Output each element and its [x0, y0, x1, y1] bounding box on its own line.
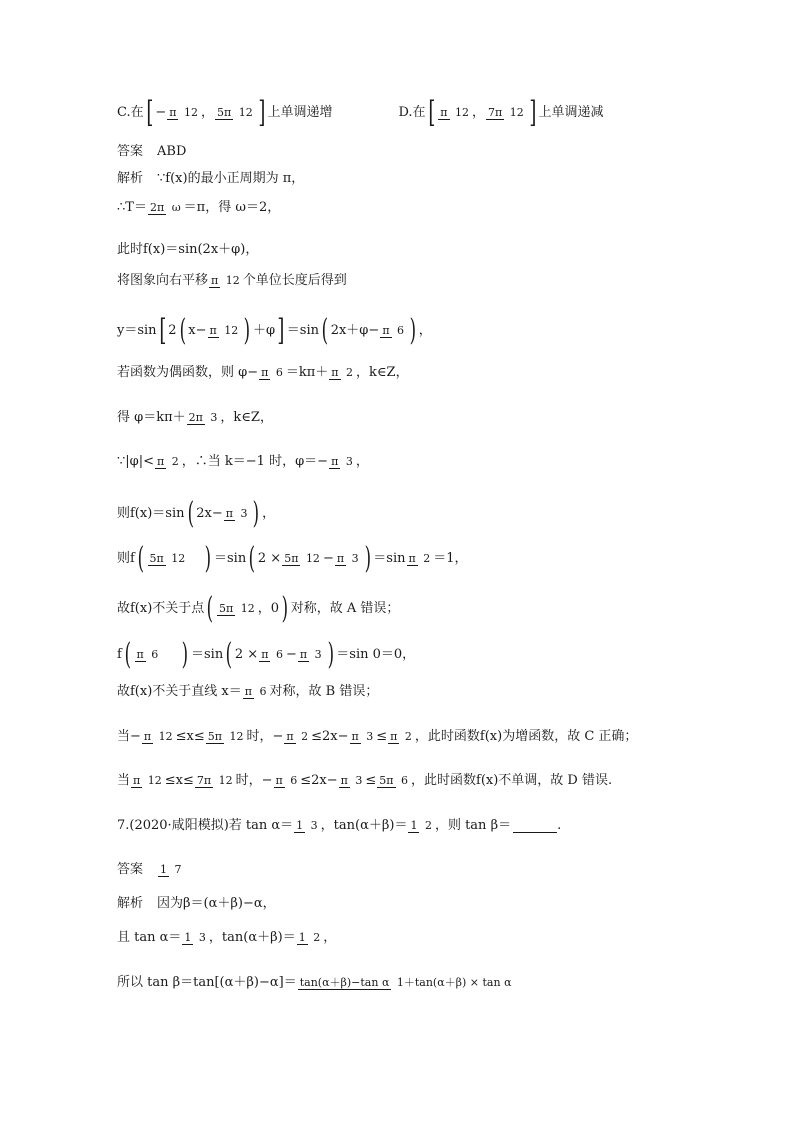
right-paren: ) — [281, 591, 289, 626]
numerator: π — [261, 366, 269, 379]
right-paren: ) — [253, 496, 260, 531]
denominator: 2 — [424, 819, 432, 832]
text-segment: ≤ — [365, 773, 377, 788]
right-bracket: ] — [277, 313, 285, 348]
separator: ， — [200, 105, 214, 120]
fraction — [206, 730, 246, 744]
left-paren: ( — [124, 637, 131, 672]
numerator: 1 — [184, 931, 192, 944]
text-segment: ≤2x− — [311, 729, 349, 744]
text-segment: 2x− — [196, 506, 223, 521]
equation-line — [117, 410, 273, 426]
denominator: 6 — [397, 324, 405, 337]
text-segment: ∵|φ|< — [117, 454, 155, 469]
numerator: 5π — [379, 774, 394, 787]
fraction — [350, 730, 376, 744]
denominator: 1＋tan(α＋β) × tan α — [396, 976, 512, 989]
numerator: 5π — [149, 552, 164, 565]
numerator: π — [143, 730, 152, 743]
denominator: 12 — [455, 106, 470, 119]
denominator: 2 — [301, 730, 309, 743]
text-segment: ∴T＝ — [117, 200, 147, 215]
denominator: 6 — [275, 366, 283, 379]
denominator: 2 — [404, 730, 412, 743]
text-segment: 7.(2020·咸阳模拟)若 tan α＝ — [117, 818, 294, 833]
denominator: 3 — [198, 931, 206, 944]
text-segment: ＝π，得 ω＝2， — [183, 200, 281, 215]
text-segment: 2 × — [257, 551, 282, 566]
numerator: π — [351, 730, 359, 743]
fraction — [282, 552, 322, 566]
fraction — [131, 774, 164, 788]
denominator: 6 — [151, 648, 159, 661]
numerator: π — [133, 774, 141, 787]
numerator: π — [225, 507, 233, 520]
fraction — [209, 274, 242, 288]
answer-line — [117, 862, 185, 878]
denominator: 6 — [275, 648, 283, 661]
equation-line — [117, 365, 409, 381]
numerator: π — [336, 552, 345, 565]
fraction — [329, 366, 355, 380]
text-segment: 时，− — [246, 729, 284, 744]
text-segment: ＝sin — [286, 323, 319, 338]
fraction — [294, 819, 320, 833]
denominator: 6 — [259, 685, 267, 698]
fraction — [208, 324, 241, 338]
equation-line — [117, 496, 276, 531]
numerator: 7π — [196, 774, 212, 787]
numerator: 1 — [298, 931, 306, 944]
text-segment: 2 — [168, 323, 177, 338]
text-segment: ≤ — [376, 729, 388, 744]
denominator: 7 — [174, 863, 182, 876]
equation-line — [117, 773, 612, 789]
denominator: 12 — [240, 602, 255, 615]
fraction — [274, 774, 300, 788]
text-segment: ≤x≤ — [175, 729, 205, 744]
left-bracket: [ — [158, 313, 166, 348]
denominator: 12 — [229, 730, 244, 743]
fraction — [167, 106, 200, 120]
numerator: π — [299, 648, 308, 661]
denominator: 12 — [183, 106, 198, 119]
denominator: 12 — [224, 324, 239, 337]
analysis-line — [117, 171, 304, 187]
denominator: 3 — [345, 455, 353, 468]
left-paren: ( — [225, 637, 233, 672]
fraction — [259, 648, 285, 662]
text-segment: 若函数为偶函数，则 φ− — [117, 365, 259, 380]
right-paren: ) — [243, 313, 251, 348]
numerator: 1 — [410, 819, 418, 832]
equation-line — [117, 729, 637, 745]
options-c-d — [117, 95, 604, 130]
denominator: 6 — [290, 774, 298, 787]
numerator: π — [340, 774, 348, 787]
answer-value: ABD — [157, 144, 187, 159]
left-paren: ( — [248, 541, 256, 576]
fraction — [182, 931, 208, 945]
denominator: 12 — [509, 106, 524, 119]
text-segment: 则f — [117, 551, 135, 566]
text-segment: ，k∈Z， — [220, 410, 273, 425]
answer-fraction — [158, 863, 184, 877]
fraction — [284, 730, 310, 744]
denominator: 3 — [210, 411, 218, 424]
text-segment: 对称，故 A 错误； — [290, 601, 400, 616]
text-segment: ，∴当 k＝−1 时，φ＝− — [181, 454, 329, 469]
fraction — [298, 648, 324, 662]
fraction — [195, 774, 235, 788]
text-segment: ，则 tan β＝ — [434, 818, 512, 833]
text-segment: ，0 — [257, 601, 280, 616]
denominator: 2 — [313, 931, 321, 944]
fraction — [135, 648, 161, 662]
fraction — [259, 366, 285, 380]
text-segment: f — [117, 647, 122, 662]
text-segment: ， — [418, 323, 432, 338]
fraction — [297, 931, 323, 945]
denominator: 12 — [225, 274, 240, 287]
text-segment: 此时f(x)＝sin(2x＋φ)， — [117, 242, 259, 257]
answer-label: 答案 — [117, 862, 144, 877]
text-segment: 则f(x)＝sin — [117, 506, 185, 521]
equation-line — [117, 273, 347, 289]
fraction — [486, 106, 526, 120]
equation-line — [117, 454, 369, 470]
minus-sign: − — [155, 105, 167, 120]
numerator: π — [286, 730, 294, 743]
text-segment: 所以 tan β＝tan[(α＋β)−α]＝ — [117, 975, 297, 990]
denominator: 2 — [171, 455, 179, 468]
text-segment: 且 tan α＝ — [117, 930, 182, 945]
numerator: π — [331, 455, 339, 468]
denominator: 12 — [238, 106, 253, 119]
answer-line — [117, 144, 186, 160]
text-segment: ＝sin 0＝0， — [336, 647, 416, 662]
text-segment: 将图象向右平移 — [117, 273, 209, 288]
text-segment: 2x＋φ− — [330, 323, 380, 338]
right-paren: ) — [327, 637, 334, 672]
numerator: π — [440, 106, 448, 119]
denominator: 3 — [351, 552, 359, 565]
denominator: 3 — [355, 774, 363, 787]
numerator: π — [157, 455, 165, 468]
fraction — [388, 730, 414, 744]
equation-line — [117, 930, 336, 946]
numerator: π — [275, 774, 283, 787]
numerator: 5π — [207, 730, 222, 743]
text-segment: 故f(x)不关于直线 x＝ — [117, 684, 242, 699]
text-segment: ，k∈Z， — [356, 365, 409, 380]
fraction — [215, 106, 255, 120]
fraction — [339, 774, 365, 788]
option-c-suffix: 上单调递增 — [267, 105, 333, 120]
numerator: 7π — [488, 106, 503, 119]
option-d-prefix: D.在 — [398, 105, 426, 120]
fraction — [224, 507, 250, 521]
text-segment: ，此时函数f(x)为增函数，故 C 正确； — [414, 729, 638, 744]
option-c-prefix: C.在 — [117, 105, 144, 120]
text-segment: ＋φ — [252, 323, 276, 338]
text-segment: ＝sin — [373, 551, 406, 566]
text-segment: ， — [262, 506, 276, 521]
text-segment: ＝1， — [433, 551, 468, 566]
text-segment: 时，− — [235, 773, 273, 788]
denominator: 6 — [401, 774, 409, 787]
left-paren: ( — [206, 591, 214, 626]
denominator: 2 — [423, 552, 431, 565]
equation-line — [117, 541, 468, 576]
left-paren: ( — [321, 313, 329, 348]
fraction — [298, 976, 514, 990]
text-segment: 当 — [117, 773, 131, 788]
text-segment: ， — [355, 454, 369, 469]
fraction — [148, 201, 183, 215]
numerator: 1 — [296, 819, 304, 832]
right-bracket: ] — [529, 95, 537, 130]
fraction — [187, 411, 220, 425]
numerator: 5π — [219, 602, 234, 615]
text-segment: ，此时函数f(x)不单调，故 D 错误. — [411, 773, 613, 788]
text-segment: 个单位长度后得到 — [242, 273, 347, 288]
left-bracket: [ — [427, 95, 435, 130]
separator: ， — [472, 105, 486, 120]
numerator: π — [390, 730, 398, 743]
text-segment: 得 φ＝kπ＋ — [117, 410, 186, 425]
right-paren: ) — [204, 541, 212, 576]
fraction — [377, 774, 410, 788]
text-segment: ， — [323, 930, 337, 945]
numerator: 5π — [217, 106, 232, 119]
numerator: 2π — [149, 201, 165, 214]
denominator: 3 — [310, 819, 318, 832]
equation-line — [117, 242, 258, 258]
text-segment: ≤2x− — [300, 773, 338, 788]
numerator: 5π — [284, 552, 299, 565]
equation-line — [117, 591, 400, 626]
denominator: ω — [171, 201, 181, 214]
analysis-text: ∵f(x)的最小正周期为 π， — [157, 171, 305, 186]
question-7 — [117, 818, 561, 834]
fraction — [408, 819, 434, 833]
fraction — [438, 106, 471, 120]
option-d-suffix: 上单调递减 — [538, 105, 604, 120]
right-paren: ) — [364, 541, 371, 576]
fraction — [380, 324, 406, 338]
fraction — [335, 552, 361, 566]
text-segment: x− — [188, 323, 207, 338]
numerator: π — [209, 324, 217, 337]
numerator: π — [408, 552, 416, 565]
numerator: 1 — [160, 863, 168, 876]
denominator: 12 — [305, 552, 320, 565]
analysis-text: 因为β＝(α＋β)−α， — [157, 896, 276, 911]
denominator: 12 — [147, 774, 162, 787]
fraction — [407, 552, 433, 566]
right-paren: ) — [409, 313, 417, 348]
period: . — [557, 818, 562, 833]
fraction — [148, 552, 188, 566]
fraction — [243, 685, 269, 699]
fraction — [217, 602, 257, 616]
analysis-line — [117, 896, 276, 912]
denominator: 3 — [240, 507, 248, 520]
text-segment: 2 × — [234, 647, 259, 662]
numerator: π — [382, 324, 390, 337]
text-segment: 故f(x)不关于点 — [117, 601, 205, 616]
left-paren: ( — [187, 496, 194, 531]
text-segment: 对称，故 B 错误； — [269, 684, 379, 699]
numerator: 2π — [188, 411, 203, 424]
answer-blank — [513, 820, 557, 833]
denominator: 12 — [218, 774, 233, 787]
numerator: π — [244, 685, 252, 698]
fraction — [142, 730, 175, 744]
numerator: π — [331, 366, 339, 379]
numerator: π — [261, 648, 269, 661]
equation-line — [117, 313, 432, 348]
answer-label: 答案 — [117, 144, 144, 159]
numerator: tan(α＋β)−tan α — [299, 976, 390, 989]
text-segment: y＝sin — [117, 323, 157, 338]
left-bracket: [ — [145, 95, 153, 130]
left-paren: ( — [137, 541, 144, 576]
text-segment: − — [322, 551, 334, 566]
analysis-label: 解析 — [117, 171, 144, 186]
analysis-label: 解析 — [117, 896, 144, 911]
denominator: 3 — [366, 730, 374, 743]
right-paren: ) — [181, 637, 189, 672]
equation-line — [117, 637, 416, 672]
denominator: 12 — [171, 552, 186, 565]
denominator: 3 — [314, 648, 322, 661]
text-segment: 当− — [117, 729, 141, 744]
equation-line — [117, 684, 378, 700]
numerator: π — [136, 648, 144, 661]
text-segment: ＝sin — [213, 551, 247, 566]
text-segment: ＝sin — [190, 647, 224, 662]
text-segment: ，tan(α＋β)＝ — [208, 930, 296, 945]
fraction — [329, 455, 355, 469]
text-segment: ≤x≤ — [164, 773, 194, 788]
left-paren: ( — [179, 313, 186, 348]
fraction — [155, 455, 181, 469]
equation-line — [117, 975, 515, 991]
text-segment: − — [285, 647, 297, 662]
numerator: π — [169, 106, 177, 119]
text-segment: ，tan(α＋β)＝ — [320, 818, 408, 833]
right-bracket: ] — [258, 95, 266, 130]
denominator: 12 — [158, 730, 173, 743]
text-segment: ＝kπ＋ — [285, 365, 329, 380]
numerator: π — [211, 274, 219, 287]
equation-line — [117, 200, 280, 216]
denominator: 2 — [346, 366, 354, 379]
